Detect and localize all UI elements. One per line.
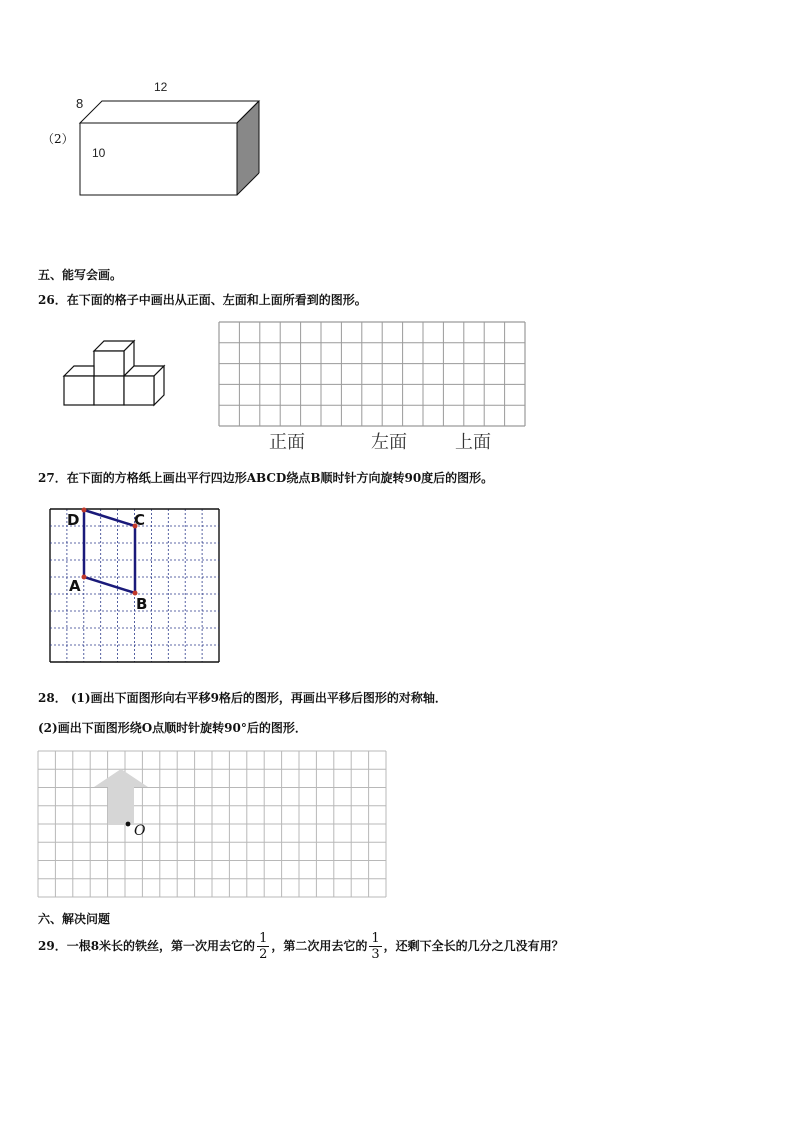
fraction-numerator: 1 (259, 931, 268, 946)
fraction-denominator: 2 (259, 947, 268, 962)
cuboid-width-label: 10 (92, 146, 106, 160)
question-28-part1-text: 28． (1)画出下面图形向右平移9格后的图形，再画出平移后图形的对称轴． (38, 691, 447, 705)
question-29-text-part3: ，还剩下全长的几分之几没有用？ (383, 939, 564, 953)
question-29-text-part2: ，第二次用去它的 (271, 939, 368, 953)
vertex-label-a: A (69, 577, 81, 595)
question-29-text-part1: 29．一根8米长的铁丝，第一次用去它的 (38, 939, 256, 953)
section-six-heading: 六、解决问题 (38, 912, 111, 926)
cuboid-length-label: 12 (154, 80, 168, 94)
cuboid-height-label: 8 (76, 96, 84, 111)
question-29 (38, 931, 564, 962)
fraction-one-third (369, 931, 381, 962)
vertex-label-b: B (136, 595, 148, 613)
section-five-heading: 五、能写会画。 (38, 268, 123, 282)
fraction-denominator: 3 (371, 947, 380, 962)
question-27-text: 27．在下面的方格纸上画出平行四边形ABCD绕点B顺时针方向旋转90度后的图形。 (38, 471, 494, 485)
part-label: （2） (42, 132, 74, 146)
fraction-one-half (257, 931, 269, 962)
vertex-label-d: D (67, 511, 80, 529)
vertex-label-c: C (134, 511, 146, 529)
question-28-part2-text: (2)画出下面图形绕O点顺时针旋转90°后的图形． (38, 721, 307, 735)
point-o (126, 822, 131, 827)
view-label-top: 上面 (455, 432, 491, 453)
view-label-front: 正面 (269, 432, 305, 453)
fraction-numerator: 1 (371, 931, 380, 946)
question-26-text: 26．在下面的格子中画出从正面、左面和上面所看到的图形。 (38, 293, 367, 307)
view-label-left: 左面 (371, 432, 407, 453)
point-o-label: O (134, 823, 146, 839)
